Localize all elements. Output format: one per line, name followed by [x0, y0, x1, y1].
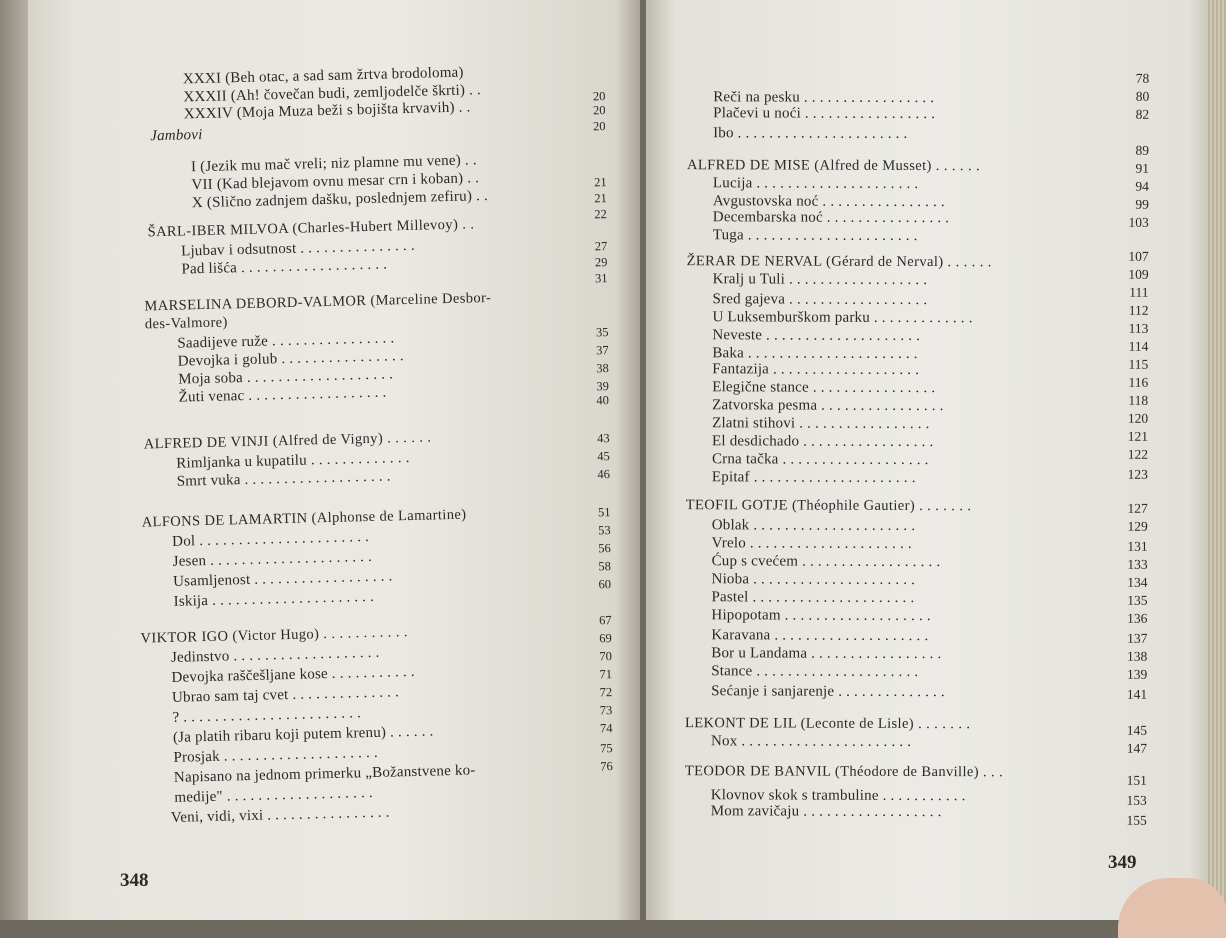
toc-entry: Hipopotam . . . . . . . . . . . . . . . . . . . [711, 607, 931, 625]
toc-entry: Usamljenost . . . . . . . . . . . . . . . . . . [172, 568, 393, 590]
toc-entry: medije" . . . . . . . . . . . . . . . . . . . [174, 785, 374, 806]
toc-entry: Crna tačka . . . . . . . . . . . . . . . . . . . [711, 451, 929, 469]
toc-entry: Ubrao sam taj cvet . . . . . . . . . . . . . . [171, 684, 400, 706]
toc-page-number: 70 [599, 649, 613, 664]
toc-author-heading: TEOFIL GOTJE (Théophile Gautier) . . . . . . . [685, 497, 972, 515]
toc-entry: Žuti venac . . . . . . . . . . . . . . . . . . [178, 384, 387, 406]
toc-entry: Plačevi u noći . . . . . . . . . . . . . . . . . [713, 105, 936, 123]
toc-entry: Zlatni stihovi . . . . . . . . . . . . . . . . . [712, 415, 930, 433]
table-surface [0, 0, 28, 920]
toc-page-number: 115 [1128, 356, 1149, 372]
toc-page-number: 89 [1135, 142, 1150, 158]
toc-entry: Napisano na jednom primerku „Božanstvene ko- [173, 762, 476, 786]
toc-page-number: 31 [594, 271, 608, 286]
toc-page-number: 136 [1127, 610, 1148, 626]
toc-entry: I (Jezik mu mač vreli; niz plamne mu vene) . . [190, 152, 477, 176]
right-page-number: 349 [1108, 852, 1137, 873]
toc-section-heading: Jambovi [150, 126, 203, 145]
toc-page-number: 53 [597, 523, 611, 538]
toc-entry: Rimljanka u kupatilu . . . . . . . . . . . . . [176, 450, 410, 472]
toc-entry: Lucija . . . . . . . . . . . . . . . . . . . . . [712, 175, 919, 192]
toc-page-number: 99 [1135, 196, 1149, 212]
toc-entry: U Luksemburškom parku . . . . . . . . . . . . . [712, 309, 973, 327]
toc-entry: Smrt vuka . . . . . . . . . . . . . . . . . . . [176, 468, 391, 490]
toc-entry: VII (Kad blejavom ovnu mesar crn i koban) . . [191, 170, 480, 194]
toc-author-heading: TEODOR DE BANVIL (Théodore de Banville) . . . [684, 763, 1004, 781]
toc-entry: Ibo . . . . . . . . . . . . . . . . . . . . . . [713, 125, 908, 142]
toc-entry: X (Slično zadnjem dašku, poslednjem zefiru) . . [191, 188, 489, 212]
toc-author-heading: LEKONT DE LIL (Leconte de Lisle) . . . . . . . [685, 715, 971, 733]
toc-page-number: 153 [1126, 792, 1147, 808]
toc-page-number: 56 [598, 541, 611, 556]
toc-entry: Devojka i golub . . . . . . . . . . . . . . . . [177, 348, 404, 370]
toc-page-number: 133 [1127, 556, 1148, 572]
toc-page-number: 135 [1127, 592, 1148, 608]
toc-entry: Decembarska noć . . . . . . . . . . . . . . . . [712, 209, 950, 227]
toc-page-number: 38 [596, 361, 609, 376]
toc-entry: Stance . . . . . . . . . . . . . . . . . . . . . [711, 663, 919, 680]
toc-entry: ? . . . . . . . . . . . . . . . . . . . . . . . [172, 705, 362, 726]
toc-page-number: 73 [599, 703, 613, 718]
toc-page-number: 147 [1126, 740, 1147, 756]
toc-entry: Bor u Landama . . . . . . . . . . . . . . . . . [711, 645, 942, 663]
toc-entry: Tuga . . . . . . . . . . . . . . . . . . . . . . [712, 227, 918, 244]
left-toc [28, 0, 640, 920]
toc-page-number: 94 [1135, 178, 1149, 194]
toc-entry: XXXI (Beh otac, a sad sam žrtva brodoloma) [182, 64, 464, 88]
toc-entry: Veni, vidi, vixi . . . . . . . . . . . . . . . . [170, 804, 390, 826]
toc-entry: XXXII (Ah! čovečan budi, zemljodelče škrti) . . [183, 82, 482, 106]
toc-entry: Pad lišća . . . . . . . . . . . . . . . . . . . [181, 256, 388, 278]
toc-page-number: 103 [1128, 214, 1149, 230]
right-toc [646, 0, 1212, 920]
toc-entry: Fantazija . . . . . . . . . . . . . . . . . . . [712, 361, 920, 378]
toc-entry: Jedinstvo . . . . . . . . . . . . . . . . . . . [170, 644, 380, 666]
toc-page-number: 22 [594, 207, 607, 222]
toc-entry: Moja soba . . . . . . . . . . . . . . . . . . . [178, 366, 394, 388]
toc-entry: Kralj u Tuli . . . . . . . . . . . . . . . . . . [712, 271, 928, 289]
toc-page-number: 43 [596, 431, 610, 446]
toc-author-heading: MARSELINA DEBORD-VALMOR (Marceline Desbor- [144, 289, 492, 315]
toc-entry: Pastel . . . . . . . . . . . . . . . . . . . . . [711, 589, 915, 606]
toc-page-number: 82 [1135, 106, 1150, 122]
toc-page-number: 46 [597, 467, 611, 482]
toc-author-heading: ALFRED DE VINJI (Alfred de Vigny) . . . . . . [143, 429, 432, 453]
toc-page-number: 75 [599, 741, 613, 756]
toc-entry: Iskija . . . . . . . . . . . . . . . . . . . . . [173, 588, 375, 610]
toc-page-number: 107 [1128, 248, 1149, 264]
toc-entry: XXXIV (Moja Muza beži s bojišta krvavih) . . [183, 99, 471, 123]
toc-entry: Dol . . . . . . . . . . . . . . . . . . . . . . [172, 529, 370, 550]
toc-page-number: 74 [599, 721, 613, 736]
toc-page-number: 122 [1127, 446, 1149, 462]
toc-page-number: 111 [1129, 284, 1149, 300]
toc-entry: (Ja platih ribaru koji putem krenu) . . . . . . [172, 723, 434, 746]
toc-page-number: 72 [599, 685, 613, 700]
toc-entry: Prosjak . . . . . . . . . . . . . . . . . . . . [173, 744, 379, 766]
toc-page-number: 123 [1127, 466, 1148, 482]
toc-author-heading: ALFONS DE LAMARTIN (Alphonse de Lamartine) [141, 506, 467, 531]
toc-author-heading: ŽERAR DE NERVAL (Gérard de Nerval) . . . . . . [686, 253, 992, 271]
toc-page-number: 76 [600, 759, 613, 774]
toc-author-heading: ALFRED DE MISE (Alfred de Musset) . . . . . . [686, 157, 981, 175]
toc-page-number: 35 [595, 325, 609, 340]
toc-page-number: 139 [1126, 666, 1148, 682]
toc-page-number: 45 [597, 449, 610, 464]
toc-page-number: 78 [1135, 70, 1150, 86]
toc-entry: Oblak . . . . . . . . . . . . . . . . . . . . . [711, 517, 916, 534]
toc-entry: Vrelo . . . . . . . . . . . . . . . . . . . . . [711, 535, 912, 552]
left-page [28, 0, 640, 920]
toc-entry: Jesen . . . . . . . . . . . . . . . . . . . . . [172, 548, 373, 570]
toc-page-number: 114 [1128, 338, 1149, 354]
toc-page-number: 29 [594, 255, 608, 270]
toc-page-number: 91 [1135, 160, 1150, 176]
toc-entry: El desdichado . . . . . . . . . . . . . . . . . [712, 433, 934, 451]
toc-entry: Mom zavičaju . . . . . . . . . . . . . . . . . . [710, 803, 942, 821]
toc-page-number: 27 [594, 239, 608, 254]
toc-page-number: 21 [593, 175, 607, 190]
toc-page-number: 51 [597, 505, 611, 520]
toc-entry: Epitaf . . . . . . . . . . . . . . . . . . . . . [711, 469, 916, 486]
toc-page-number: 118 [1128, 392, 1149, 408]
toc-entry: Elegične stance . . . . . . . . . . . . . . . . [712, 379, 936, 397]
toc-page-number: 40 [596, 393, 610, 408]
toc-page-number: 151 [1126, 772, 1147, 788]
right-page [646, 0, 1212, 920]
toc-page-number: 134 [1127, 574, 1148, 590]
toc-page-number: 121 [1127, 428, 1149, 444]
toc-page-number: 129 [1127, 518, 1148, 534]
toc-page-number: 67 [598, 613, 612, 628]
toc-page-number: 112 [1128, 302, 1149, 318]
toc-page-number: 20 [592, 119, 606, 134]
toc-page-number: 113 [1128, 320, 1149, 336]
toc-page-number: 21 [594, 191, 607, 206]
toc-author-heading: ŠARL-IBER MILVOA (Charles-Hubert Millevoy) . . [147, 216, 475, 241]
toc-entry: Karavana . . . . . . . . . . . . . . . . . . . . [711, 627, 929, 645]
toc-entry: Devojka raščešljane kose . . . . . . . . . . . [171, 663, 415, 686]
toc-page-number: 141 [1126, 686, 1148, 702]
toc-page-number: 145 [1126, 722, 1148, 738]
toc-page-number: 80 [1135, 88, 1150, 104]
toc-page-number: 127 [1127, 500, 1148, 516]
toc-page-number: 116 [1128, 374, 1149, 390]
toc-entry: Reči na pesku . . . . . . . . . . . . . . . . . [713, 89, 935, 107]
toc-entry: Nioba . . . . . . . . . . . . . . . . . . . . . [711, 571, 916, 588]
toc-entry: Avgustovska noć . . . . . . . . . . . . . . . . [712, 193, 945, 211]
toc-entry: Klovnov skok s trambuline . . . . . . . . . . . [710, 787, 966, 805]
toc-entry: Saadijeve ruže . . . . . . . . . . . . . . . . [177, 330, 395, 352]
toc-page-number: 71 [599, 667, 613, 682]
toc-entry: Zatvorska pesma . . . . . . . . . . . . . . . . [712, 397, 944, 415]
toc-page-number: 69 [599, 631, 612, 646]
toc-page-number: 137 [1127, 630, 1148, 646]
toc-page-number: 131 [1127, 538, 1148, 554]
toc-page-number: 138 [1127, 648, 1148, 664]
toc-entry: Nox . . . . . . . . . . . . . . . . . . . . . . [710, 733, 912, 750]
book-page-edges [1208, 0, 1226, 920]
toc-entry: Ćup s cvećem . . . . . . . . . . . . . . . . . . [711, 553, 941, 571]
toc-page-number: 37 [595, 343, 609, 358]
toc-entry: Ljubav i odsutnost . . . . . . . . . . . . . . . [180, 237, 415, 260]
toc-page-number: 58 [598, 559, 612, 574]
toc-page-number: 109 [1128, 266, 1149, 282]
toc-page-number: 20 [592, 89, 606, 104]
toc-author-heading: VIKTOR IGO (Victor Hugo) . . . . . . . . . . . [140, 624, 409, 647]
toc-entry: Neveste . . . . . . . . . . . . . . . . . . . . [712, 327, 921, 344]
toc-page-number: 20 [592, 103, 606, 118]
toc-page-number: 155 [1126, 812, 1147, 828]
toc-page-number: 120 [1127, 410, 1149, 426]
toc-entry: Sećanje i sanjarenje . . . . . . . . . . . . . . [711, 683, 945, 701]
toc-entry: Baka . . . . . . . . . . . . . . . . . . . . . . [712, 345, 918, 362]
toc-entry: Sred gajeva . . . . . . . . . . . . . . . . . . [712, 291, 928, 309]
toc-page-number: 60 [598, 577, 612, 592]
toc-author-heading: des-Valmore) [144, 314, 228, 333]
left-page-number: 348 [120, 870, 149, 891]
toc-page-number: 39 [596, 379, 610, 394]
